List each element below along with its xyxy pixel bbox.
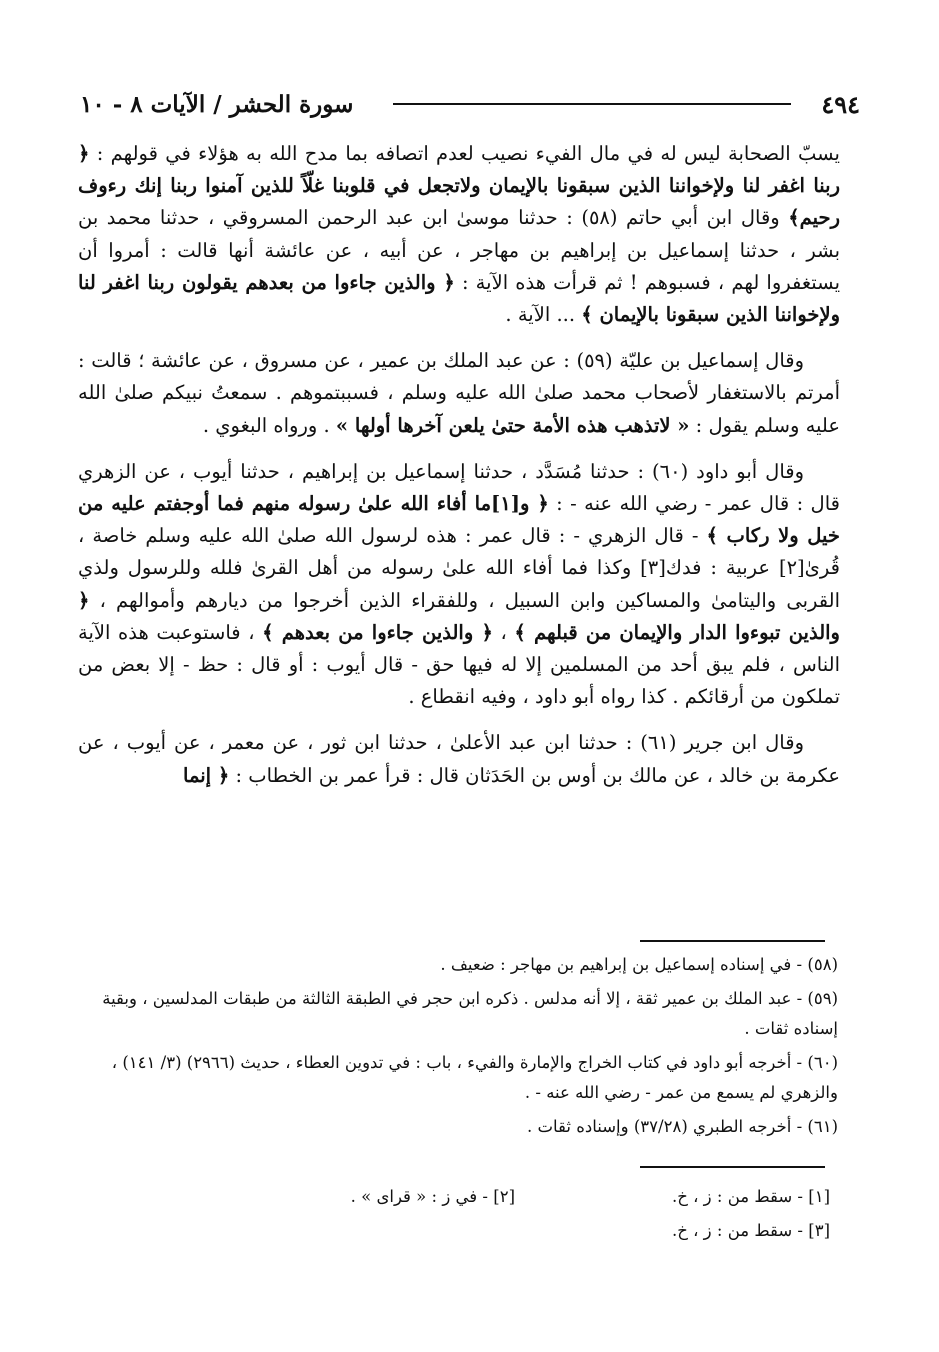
text-segment: وقال أبو داود (٦٠) : حدثنا مُسَدَّد ، حدثنا إسماعيل بن إبراهيم ، حدثنا أيوب ، عن الزهري قال : قال عمر - رضي الله عنه - : bbox=[78, 459, 840, 516]
header-rule bbox=[393, 103, 791, 105]
text-segment: يسبّ الصحابة ليس له في مال الفيء نصيب لعدم اتصافه بما مدح الله به هؤلاء في قولهم : bbox=[89, 142, 840, 165]
footnote-60: (٦٠) - أخرجه أبو داود في كتاب الخراج والإمارة والفيء ، باب : في تدوين العطاء ، حديث (٢٩٦٦) (٣/ ١٤١) ، والزهري لم يسمع من عمر - رضي الله عنه - . bbox=[111, 1053, 838, 1102]
note-3: [٣] - سقط من : ز ، خ. bbox=[671, 1221, 830, 1240]
page-header bbox=[80, 84, 860, 124]
paragraph-4 bbox=[78, 727, 840, 791]
quoted-text: ﴿ والذين جاءوا من بعدهم ﴾ bbox=[262, 620, 493, 644]
paragraph-2 bbox=[78, 345, 840, 442]
quoted-text: ﴿ ربنا اغفر لنا ولإخواننا الذين سبقونا بالإيمان ولاتجعل في قلوبنا غلّاً للذين آمنوا ربنا إنك رءوف رحيم﴾ bbox=[78, 142, 840, 230]
quoted-text: ﴿ والذين جاءوا من بعدهم يقولون ربنا اغفر لنا ولإخواننا الذين سبقونا بالإيمان ﴾ bbox=[78, 270, 840, 327]
note-1: [١] - سقط من : ز ، خ. bbox=[671, 1187, 830, 1206]
text-segment: ، فاستوعبت هذه الآية الناس ، فلم يبق أحد من المسلمين إلا له فيها حق - قال أيوب : أو قال : حظ - إلا بعض من تملكون من أرقائكم . كذا رواه أبو داود ، وفيه انقطاع . bbox=[78, 620, 840, 709]
footnotes bbox=[78, 950, 838, 1146]
notes-rule bbox=[640, 1166, 825, 1168]
text-segment: . ورواه البغوي . bbox=[202, 413, 336, 437]
text-segment: ، bbox=[492, 620, 515, 644]
editor-notes bbox=[200, 1180, 830, 1248]
footnote-rule bbox=[640, 940, 825, 942]
main-text bbox=[78, 138, 840, 806]
footnote-59: (٥٩) - عبد الملك بن عمير ثقة ، إلا أنه مدلس . ذكره ابن حجر في الطبقة الثالثة من طبقات المدلسين ، وبقية إسناده ثقات . bbox=[102, 989, 838, 1038]
footnote-58: (٥٨) - في إسناده إسماعيل بن إبراهيم بن مهاجر : ضعيف . bbox=[440, 955, 838, 974]
text-segment: وقال ابن أبي حاتم (٥٨) : حدثنا موسىٰ ابن عبد الرحمن المسروقي ، حدثنا محمد بن بشر ، حدثنا إسماعيل بن إبراهيم بن مهاجر ، عن أبيه ، عن عائشة أنها قالت : أمروا أن يستغفروا لهم ، فسبوهم ! ثم قرأت هذه الآية : bbox=[78, 206, 840, 294]
running-title: سورة الحشر / الآيات ٨ - ١٠ bbox=[80, 90, 354, 118]
quoted-text: ﴿ والذين تبوءوا الدار والإيمان من قبلهم ﴾ bbox=[78, 588, 840, 644]
paragraph-1 bbox=[78, 138, 840, 331]
note-2: [٢] - في ز : « قراى » . bbox=[350, 1187, 515, 1206]
quoted-text: ﴿ و[١]ما أفاء الله علىٰ رسوله منهم فما أوجفتم عليه من خيل ولا ركاب ﴾ bbox=[78, 492, 840, 548]
text-segment: ... الآية . bbox=[505, 303, 582, 327]
footnote-61: (٦١) - أخرجه الطبري (٣٧/٢٨) وإسناده ثقات . bbox=[527, 1117, 838, 1136]
page-number: ٤٩٤ bbox=[821, 89, 860, 119]
paragraph-3 bbox=[78, 456, 840, 714]
quoted-text: ﴿ إنما bbox=[183, 763, 230, 787]
text-segment: وقال إسماعيل بن عليّة (٥٩) : عن عبد الملك بن عمير ، عن مسروق ، عن عائشة ؛ قالت : أمرتم بالاستغفار لأصحاب محمد صلىٰ الله عليه وسلم ، فسببتموهم . سمعتُ نبيكم صلىٰ الله عليه وسلم يقول : bbox=[78, 349, 840, 437]
text-segment: - قال الزهري - : قال عمر : هذه لرسول الله صلىٰ الله عليه وسلم خاصة ، قُرىٰ[٢] عربية : فدك[٣] وكذا فما أفاء الله علىٰ رسوله من أهل القرىٰ فلله وللرسول ولذي القربى واليتامىٰ والمساكين وابن السبيل ، وللفقراء الذين أخرجوا من ديارهم وأموالهم ، bbox=[78, 524, 840, 612]
text-segment: وقال ابن جرير (٦١) : حدثنا ابن عبد الأعلىٰ ، حدثنا ابن ثور ، عن معمر ، عن أيوب ، عن عكرمة بن خالد ، عن مالك بن أوس بن الحَدَثان قال : قرأ عمر بن الخطاب : bbox=[78, 731, 840, 787]
quoted-text: « لاتذهب هذه الأمة حتىٰ يلعن آخرها أولها » bbox=[335, 413, 690, 437]
